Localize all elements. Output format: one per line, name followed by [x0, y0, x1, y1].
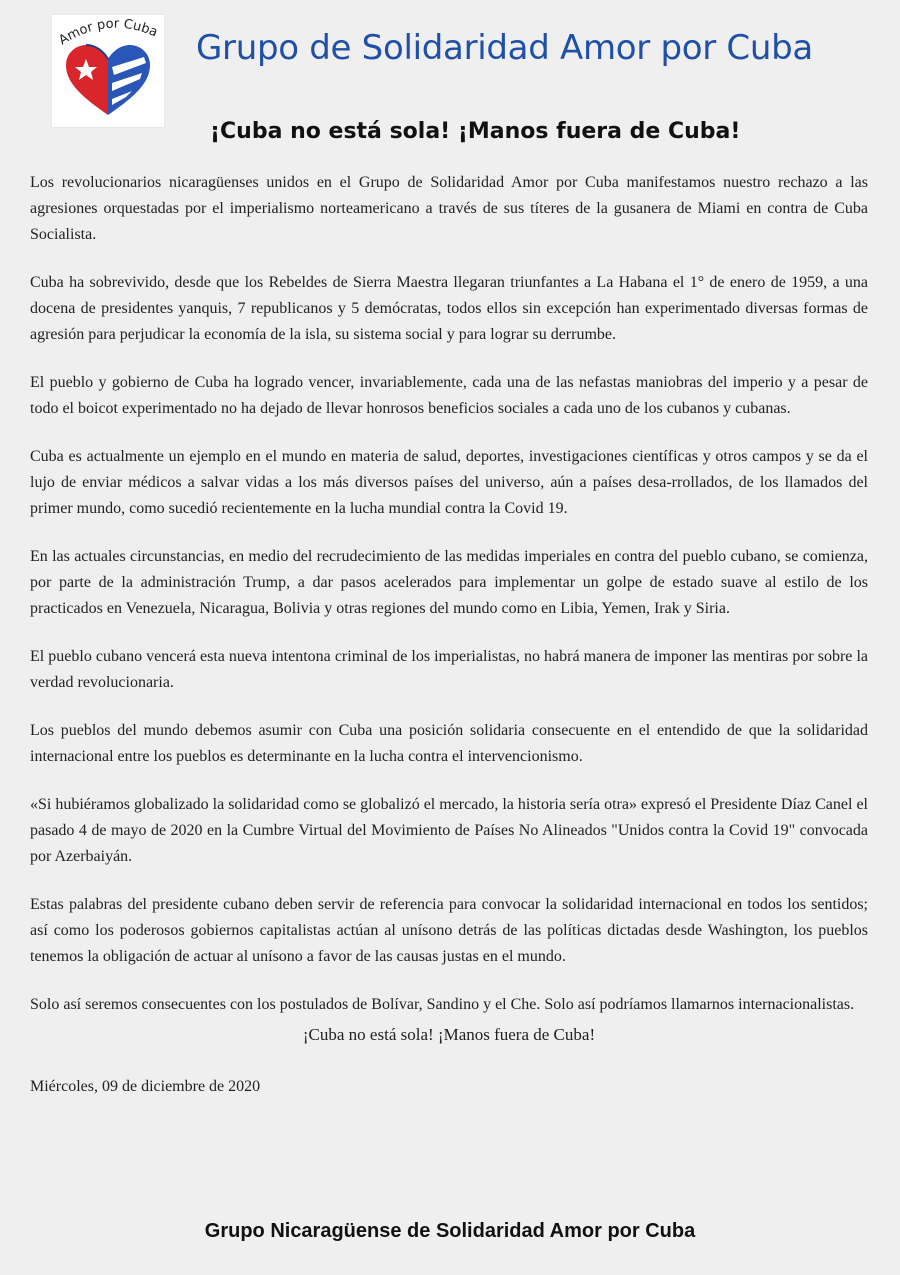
paragraph: «Si hubiéramos globalizado la solidaridad como se globalizó el mercado, la historia sería otra» expresó el Presidente Díaz Canel el pasado 4 de mayo de 2020 en la Cumbre Virtual del Movimiento de Países No Alineados "Unidos contra la Covid 19" convocada por Azerbaiyán. — [30, 796, 868, 865]
paragraph: Cuba es actualmente un ejemplo en el mundo en materia de salud, deportes, investigaciones científicas y otros campos y se da el lujo de enviar médicos a salvar vidas a los más diversos países del universo, aún a países desa-rrollados, de los llamados del primer mundo, como sucedió recientemente en la lucha mundial contra la Covid 19. — [30, 448, 868, 517]
paragraph: Los pueblos del mundo debemos asumir con Cuba una posición solidaria consecuente en el entendido de que la solidaridad internacional entre los pueblos es determinante en la lucha contra el intervencionismo. — [30, 722, 868, 765]
paragraph: Los revolucionarios nicaragüenses unidos en el Grupo de Solidaridad Amor por Cuba manifestamos nuestro rechazo a las agresiones orquestadas por el imperialismo norteamericano a través de sus títeres de la gusanera de Miami en contra de Cuba Socialista. — [30, 174, 868, 243]
paragraph: El pueblo cubano vencerá esta nueva intentona criminal de los imperialistas, no habrá manera de imponer las mentiras por sobre la verdad revolucionaria. — [30, 648, 868, 691]
closing-slogan: ¡Cuba no está sola! ¡Manos fuera de Cuba! — [302, 1025, 596, 1044]
paragraph: En las actuales circunstancias, en medio del recrudecimiento de las medidas imperiales en contra del pueblo cubano, se comienza, por parte de la administración Trump, a dar pasos acelerados para implementar un golpe de estado suave al estilo de los practicados en Venezuela, Nicaragua, Bolivia y otras regiones del mundo como en Libia, Yemen, Irak y Siria. — [30, 548, 868, 617]
paragraph: Estas palabras del presidente cubano deben servir de referencia para convocar la solidaridad internacional en todos los sentidos; así como los poderosos gobiernos capitalistas actúan al unísono detrás de las políticas dictadas desde Washington, los pueblos tenemos la obligación de actuar al unísono a favor de las causas justas en el mundo. — [30, 896, 868, 965]
logo-text: Amor por Cuba — [56, 16, 160, 49]
page-title: Grupo de Solidaridad Amor por Cuba — [196, 28, 813, 68]
paragraph: El pueblo y gobierno de Cuba ha logrado vencer, invariablemente, cada una de las nefastas maniobras del imperio y a pesar de todo el boicot experimentado no ha dejado de llevar honrosos beneficios sociales a cada uno de los cubanos y cubanas. — [30, 374, 868, 417]
heart-flag-icon — [52, 15, 164, 127]
headline: ¡Cuba no está sola! ¡Manos fuera de Cuba! — [210, 119, 741, 144]
signature: Grupo Nicaragüense de Solidaridad Amor por Cuba — [204, 1220, 696, 1242]
date-line: Miércoles, 09 de diciembre de 2020 — [30, 1078, 261, 1095]
article-body — [30, 170, 868, 1100]
logo — [52, 15, 164, 127]
paragraph: Solo así seremos consecuentes con los postulados de Bolívar, Sandino y el Che. Solo así podríamos llamarnos internacionalistas. — [30, 996, 855, 1013]
paragraph: Cuba ha sobrevivido, desde que los Rebeldes de Sierra Maestra llegaran triunfantes a La Habana el 1° de enero de 1959, a una docena de presidentes yanquis, 7 republicanos y 5 demócratas, todos ellos sin excepción han experimentado diversas formas de agresión para perjudicar la economía de la isla, su sistema social y para lograr su derrumbe. — [30, 274, 868, 343]
